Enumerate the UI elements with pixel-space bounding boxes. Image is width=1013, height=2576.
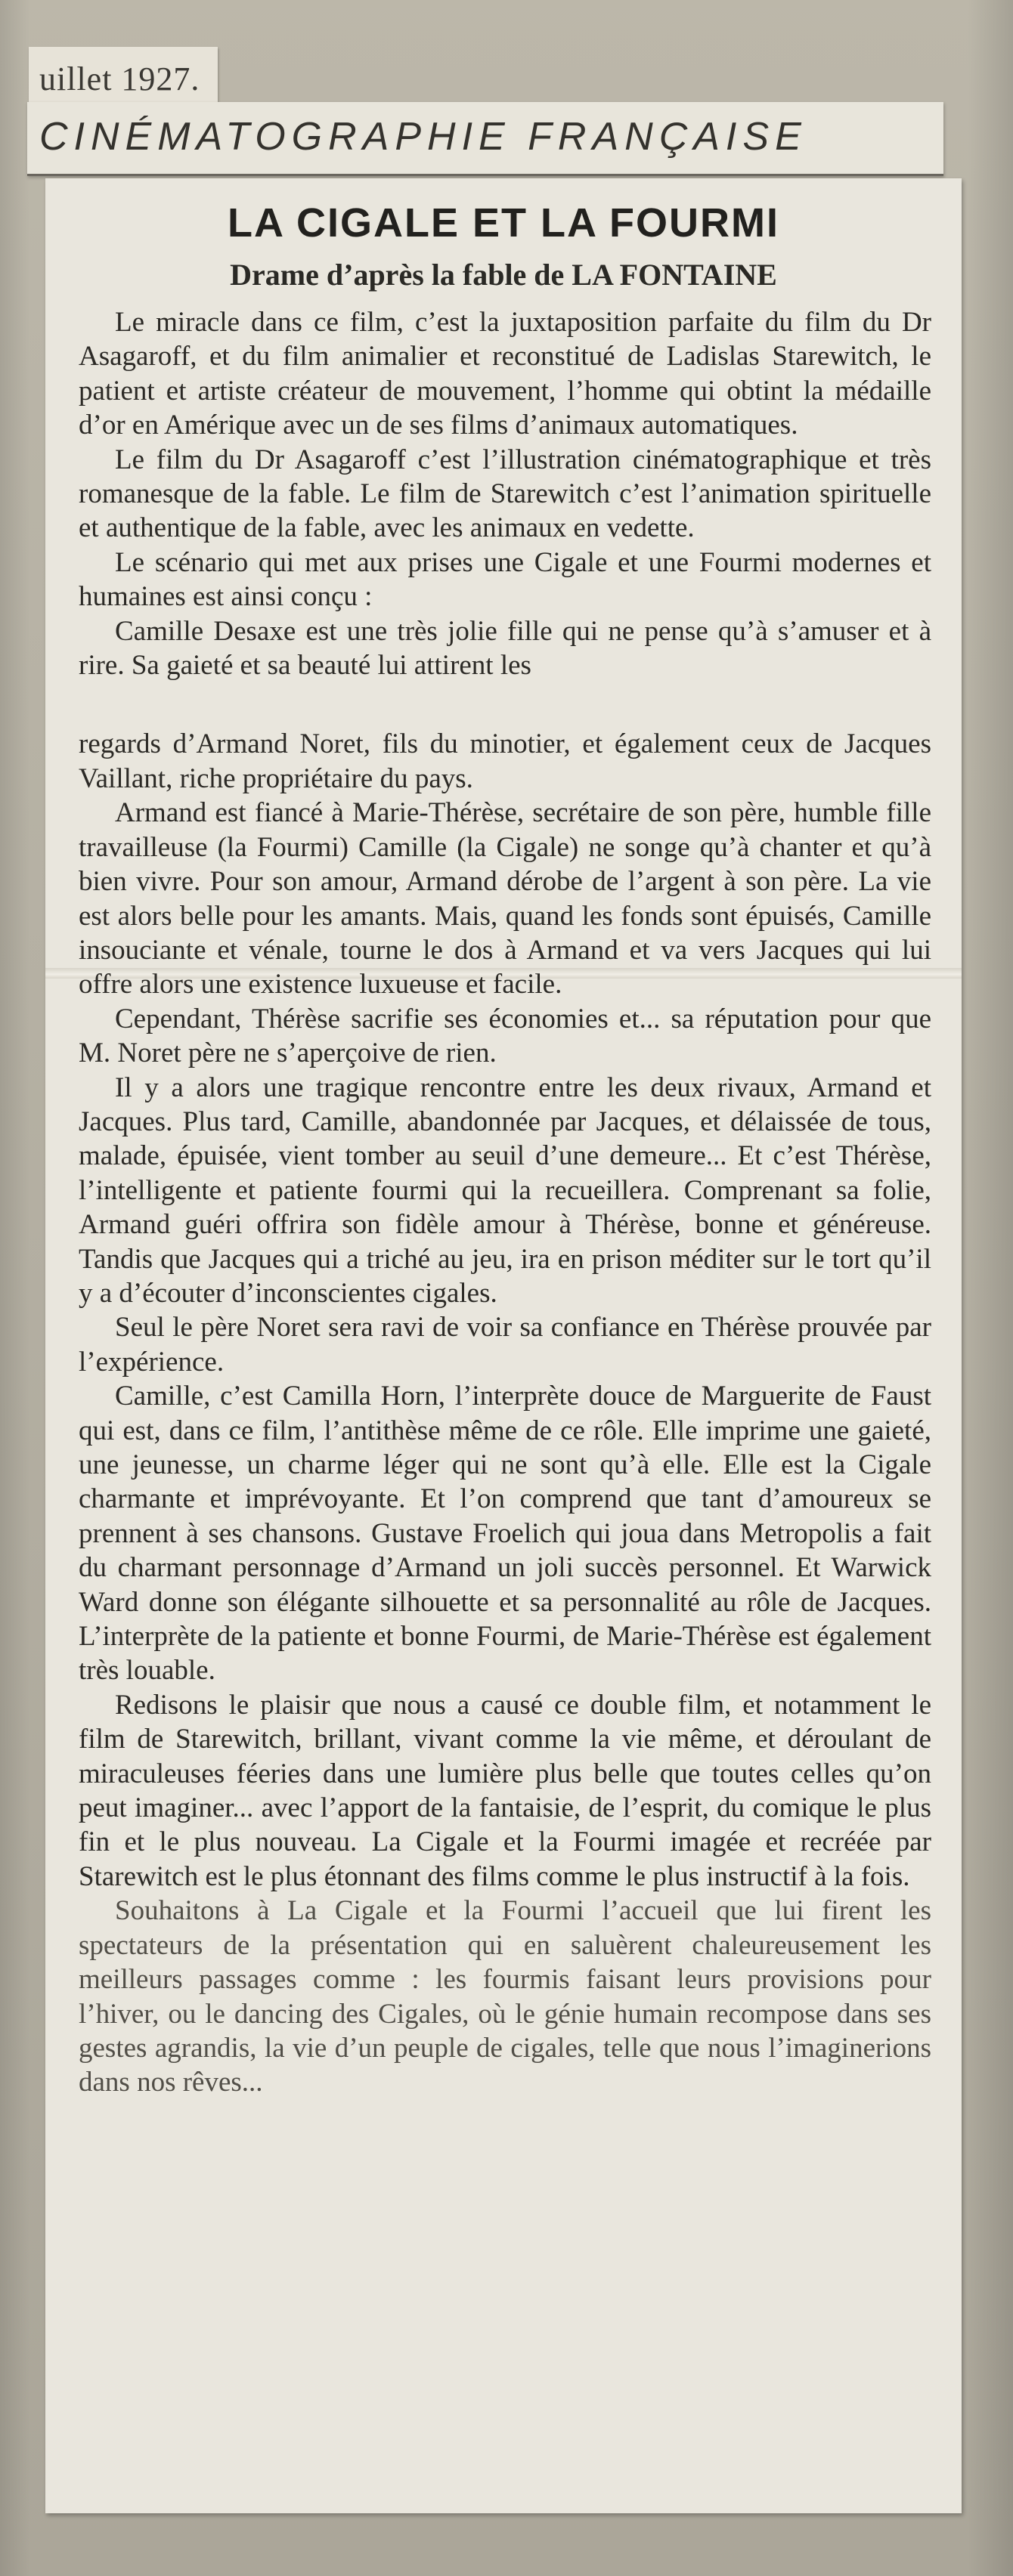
- paragraph: regards d’Armand Noret, fils du minotier, et également ceux de Jacques Vaillant, riche propriétaire du pays.: [79, 728, 931, 794]
- paragraph: Il y a alors une tragique rencontre entre les deux rivaux, Armand et Jacques. Plus tard, Camille, abandonnée par Jacques, et délaissée de tous, malade, épuisée, vient tomber au seuil d’une demeure... Et c’est Thérèse, l’intelligente et patiente fourmi qui la recueillera. Comprenant sa folie, Armand guéri offrira son fidèle amour à Thérèse, bonne et généreuse. Tandis que Jacques qui a triché au jeu, ira en prison méditer sur le tort qu’il y a d’écouter d’inconscientes cigales.: [79, 1072, 931, 1309]
- masthead: [27, 102, 943, 176]
- paragraph: Seul le père Noret sera ravi de voir sa confiance en Thérèse prouvée par l’expérience.: [79, 1312, 931, 1378]
- paragraph: Souhaitons à La Cigale et la Fourmi l’accueil que lui firent les spectateurs de la présentation qui en saluèrent chaleureusement les meilleurs passages comme : les fourmis faisant leurs provisions pour l’hiver, ou le dancing des Cigales, où le génie humain recompose dans ses gestes agrandis, la vie d’un peuple de cigales, telle que nous l’imaginerions dans nos rêves...: [79, 1895, 931, 2098]
- paragraph: Le miracle dans ce film, c’est la juxtaposition parfaite du film du Dr Asagaroff, et du film animalier et reconstitué de Ladislas Starewitch, le patient et artiste créateur de mouvement, l’homme qui obtint la médaille d’or en Amérique avec un de ses films d’animaux automatiques.: [79, 307, 931, 441]
- article-clipping: [45, 178, 962, 2513]
- edge-shadow: [968, 0, 1013, 2576]
- publication-name: CINÉMATOGRAPHIE FRANÇAISE: [39, 115, 807, 159]
- fold-gap: [79, 682, 931, 727]
- article-title: LA CIGALE ET LA FOURMI: [228, 200, 779, 246]
- paragraph: Armand est fiancé à Marie-Thérèse, secrétaire de son père, humble fille travailleuse (la Fourmi) Camille (la Cigale) ne songe qu’à chanter et qu’à bien vivre. Pour son amour, Armand dérobe de l’argent à son père. La vie est alors belle pour les amants. Mais, quand les fonds sont épuisés, Camille insouciante et vénale, tourne le dos à Armand et va vers Jacques qui lui offre alors une existence luxueuse et facile.: [79, 797, 931, 1000]
- date-text: uillet 1927.: [39, 60, 200, 97]
- article-body: [79, 305, 931, 2100]
- paragraph: Camille, c’est Camilla Horn, l’interprète douce de Marguerite de Faust qui est, dans ce film, l’antithèse même de ce rôle. Elle imprime une gaieté, une jeunesse, un charme léger qui ne sont qu’à elle. Elle est la Cigale charmante et imprévoyante. Et l’on comprend que tant d’amoureux se prennent à ses chansons. Gustave Froelich qui joua dans Metropolis a fait du charmant personnage d’Armand un joli succès personnel. Et Warwick Ward donne son élégante silhouette et sa personnalité au rôle de Jacques. L’interprète de la patiente et bonne Fourmi, de Marie-Thérèse est également très louable.: [79, 1381, 931, 1687]
- article-subtitle: Drame d’après la fable de LA FONTAINE: [230, 258, 777, 292]
- paragraph: Cependant, Thérèse sacrifie ses économies et... sa réputation pour que M. Noret père ne s’aperçoive de rien.: [79, 1003, 931, 1069]
- paragraph: Camille Desaxe est une très jolie fille qui ne pense qu’à s’amuser et à rire. Sa gaieté et sa beauté lui attirent les: [79, 615, 931, 682]
- paragraph: Le film du Dr Asagaroff c’est l’illustration cinématographique et très romanesque de la fable. Le film de Starewitch c’est l’animation spirituelle et authentique de la fable, avec les animaux en vedette.: [79, 444, 931, 544]
- paragraph: Le scénario qui met aux prises une Cigale et une Fourmi modernes et humaines est ainsi conçu :: [79, 546, 931, 613]
- paragraph: Redisons le plaisir que nous a causé ce double film, et notamment le film de Starewitch, brillant, vivant comme la vie même, et déroulant de miraculeuses féeries dans une lumière plus belle que toutes celles qu’on peut imaginer... avec l’apport de la fantaisie, de l’esprit, du comique le plus fin et le plus nouveau. La Cigale et la Fourmi imagée et recréée par Starewitch est le plus étonnant des films comme le plus instructif à la fois.: [79, 1689, 931, 1892]
